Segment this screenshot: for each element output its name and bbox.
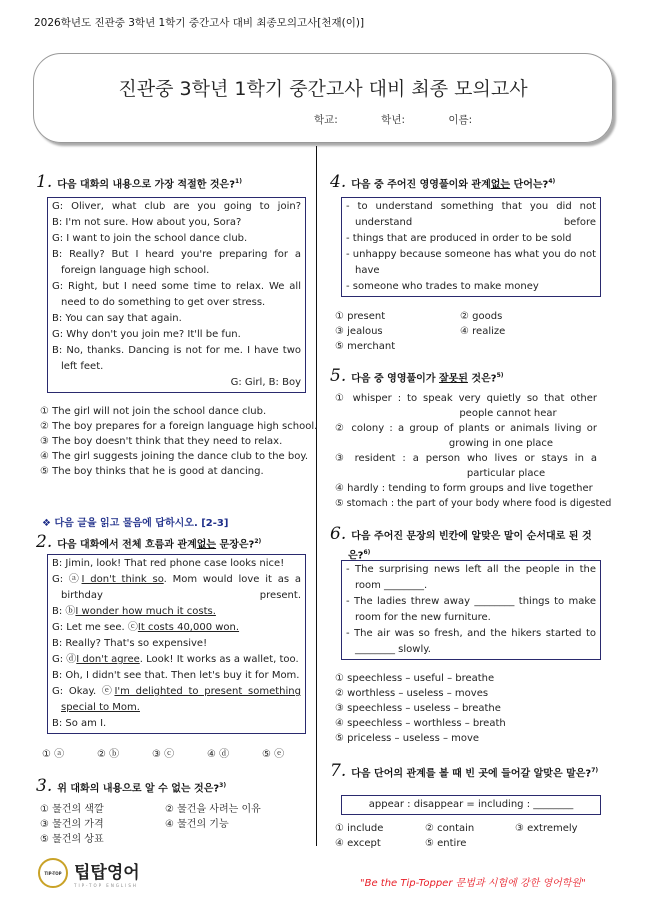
q2-dialogue-box: B: Jimin, look! That red phone case looks nice! G: ⓐI don't think so. Mom would love it as a birthday present. B: ⓑI wonder how much it costs. G: Let me see. ⓒIt costs 40,000 won. B: Really? That's so expensive! G: ⓓI don't agree. Look! It works as a wallet, too. B: Oh, I didn't see that. Then let's buy it for Mom. G: Okay. ⓔI'm delighted to present something special to Mom. B: So am I. xyxy=(47,554,306,734)
q3-option-2[interactable]: ② 물건을 사려는 이유 xyxy=(165,804,261,815)
tagline: "Be the Tip-Topper 문법과 시험에 강한 영어학원" xyxy=(360,878,586,889)
q3-option-3[interactable]: ③ 물건의 가격 xyxy=(40,819,104,830)
q1-option-3[interactable]: ③ The boy doesn't think that they need to relax. xyxy=(40,436,283,447)
q2-option-3[interactable]: ③ ⓒ xyxy=(152,749,175,760)
exam-title: 진관중 3학년 1학기 중간고사 대비 최종 모의고사 xyxy=(118,78,528,100)
q1-dialogue-box: G: Oliver, what club are you going to join? B: I'm not sure. How about you, Sora? G: I want to join the school dance club. B: Really? But I heard you're preparing for a foreign language high school. G: Right, but I need some time to relax. We all need to do something to get over stress. B: You can say that again. G: Why don't you join me? It'll be fun. B: No, thanks. Dancing is not for me. I have two left feet. G: Girl, B: Boy xyxy=(47,197,306,393)
q4-option-4[interactable]: ④ realize xyxy=(460,326,506,337)
q5-option-5[interactable]: ⑤ stomach : the part of your body where food is digested xyxy=(335,498,612,509)
q6-options xyxy=(335,671,506,746)
q7-option-5[interactable]: ⑤ entire xyxy=(425,838,467,849)
q2-heading: 2. 다음 대화에서 전체 흐름과 관계없는 문장은?$^{2)}$ xyxy=(36,532,262,553)
q6-option-4[interactable]: ④ speechless – worthless – breath xyxy=(335,718,506,729)
q4-option-5[interactable]: ⑤ merchant xyxy=(335,341,396,352)
q2-option-5[interactable]: ⑤ ⓔ xyxy=(262,749,285,760)
q2-options xyxy=(42,747,317,762)
column-divider xyxy=(316,146,317,846)
q7-word-box: appear : disappear = including : ________ xyxy=(341,795,601,815)
grade-field: 학년: xyxy=(381,114,405,126)
q4-option-3[interactable]: ③ jealous xyxy=(335,326,383,337)
q1-options xyxy=(40,404,317,479)
q1-option-5[interactable]: ⑤ The boy thinks that he is good at dancing. xyxy=(40,466,264,477)
q6-heading: 6. 다음 주어진 문장의 빈칸에 알맞은 말이 순서대로 된 것은?$^{6)}$ xyxy=(330,524,592,562)
q1-heading: 1. 다음 대화의 내용으로 가장 적절한 것은?$^{1)}$ xyxy=(36,172,242,193)
school-field: 학교: xyxy=(314,114,338,126)
q7-options xyxy=(335,821,605,851)
q7-heading: 7. 다음 단어의 관계를 볼 때 빈 곳에 들어갈 알맞은 말은?$^{7)}$ xyxy=(330,761,599,782)
q5-option-4[interactable]: ④ hardly : tending to form groups and live together xyxy=(335,483,593,494)
q3-options xyxy=(40,802,290,847)
title-box xyxy=(33,53,613,143)
q3-option-4[interactable]: ④ 물건의 기능 xyxy=(165,819,229,830)
q5-options xyxy=(335,391,612,511)
instruction: ❖ 다음 글을 읽고 물음에 답하시오. [2-3] xyxy=(42,518,229,529)
q5-heading: 5. 다음 중 영영풀이가 잘못된 것은?$^{5)}$ xyxy=(330,366,504,387)
q2-option-2[interactable]: ② ⓑ xyxy=(97,749,120,760)
q5-option-1[interactable]: ① whisper : to speak very quietly so that other people cannot hear xyxy=(335,393,597,419)
q6-option-1[interactable]: ① speechless – useful – breathe xyxy=(335,673,495,684)
q4-option-1[interactable]: ① present xyxy=(335,311,386,322)
q6-sentences-box: - The surprising news left all the people in the room ________. - The ladies threw away ________ things to make room for the new furniture. - The air was so fresh, and the hikers started to ________ slowly. xyxy=(341,560,601,660)
q6-option-2[interactable]: ② worthless – useless – moves xyxy=(335,688,489,699)
q7-option-4[interactable]: ④ except xyxy=(335,838,381,849)
q7-option-2[interactable]: ② contain xyxy=(425,823,475,834)
q4-heading: 4. 다음 중 주어진 영영풀이와 관계없는 단어는?$^{4)}$ xyxy=(330,172,556,193)
q5-option-2[interactable]: ② colony : a group of plants or animals living or growing in one place xyxy=(335,423,597,449)
q1-option-4[interactable]: ④ The girl suggests joining the dance club to the boy. xyxy=(40,451,309,462)
q6-option-3[interactable]: ③ speechless – useless – breathe xyxy=(335,703,501,714)
q2-option-4[interactable]: ④ ⓓ xyxy=(207,749,230,760)
q3-option-1[interactable]: ① 물건의 색깔 xyxy=(40,804,104,815)
seal-icon: TIP-TOP xyxy=(38,858,68,888)
q1-option-2[interactable]: ② The boy prepares for a foreign language high school. xyxy=(40,421,318,432)
q4-option-2[interactable]: ② goods xyxy=(460,311,503,322)
q7-option-3[interactable]: ③ extremely xyxy=(515,823,578,834)
q3-heading: 3. 위 대화의 내용으로 알 수 없는 것은?$^{3)}$ xyxy=(36,776,227,797)
q7-option-1[interactable]: ① include xyxy=(335,823,384,834)
q1-option-1[interactable]: ① The girl will not join the school dance club. xyxy=(40,406,267,417)
name-field: 이름: xyxy=(448,114,473,126)
tiptop-logo: TIP-TOP 팁탑영어 TIP-TOP ENGLISH xyxy=(38,858,140,888)
q2-option-1[interactable]: ① ⓐ xyxy=(42,749,65,760)
q6-option-5[interactable]: ⑤ priceless – useless – move xyxy=(335,733,480,744)
q4-options xyxy=(335,309,585,354)
q5-option-3[interactable]: ③ resident : a person who lives or stays in a particular place xyxy=(335,453,597,479)
q4-definitions-box: - to understand something that you did not understand before - things that are produced in order to be sold - unhappy because someone has what you do not have - someone who trades to make money xyxy=(341,197,601,297)
student-fields xyxy=(314,112,512,127)
document-header: 2026학년도 진관중 3학년 1학기 중간고사 대비 최종모의고사[천재(이)] xyxy=(34,17,365,29)
q3-option-5[interactable]: ⑤ 물건의 상표 xyxy=(40,834,104,845)
